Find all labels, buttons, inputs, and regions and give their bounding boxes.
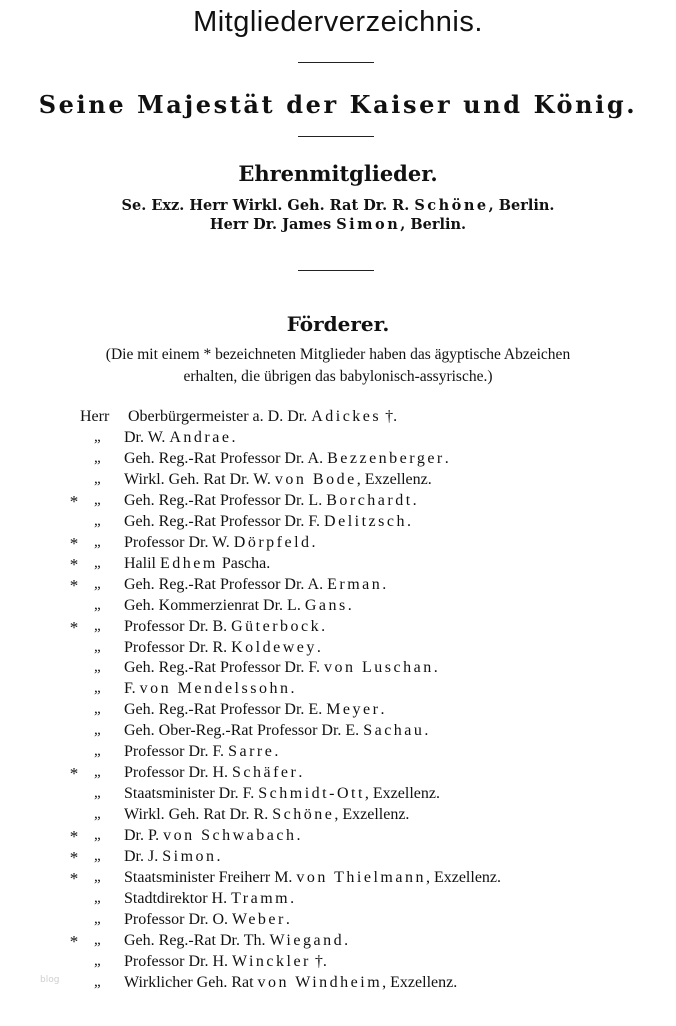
member-text <box>124 513 411 531</box>
member-suffix: . <box>406 512 411 530</box>
member-title: Professor Dr. O. <box>124 910 232 928</box>
member-name: Delitzsch <box>324 512 407 530</box>
member-suffix: , Exzellenz. <box>364 785 440 803</box>
member-name: von Mendelssohn <box>139 680 291 698</box>
ehrenmitglieder-heading: Ehrenmitglieder. <box>238 161 438 186</box>
member-title: Dr. P. <box>124 827 164 844</box>
member-text <box>124 806 409 824</box>
egyptian-badge-star: * <box>69 491 79 511</box>
member-name: Wiegand <box>269 931 345 949</box>
member-title: Geh. Reg.-Rat Dr. Th. <box>124 931 270 949</box>
member-title: Staatsminister Dr. F. <box>124 785 259 803</box>
egyptian-badge-star: * <box>69 827 79 846</box>
ditto-mark: „ <box>94 491 101 508</box>
ditto-mark: „ <box>94 680 101 697</box>
honorary-member-1-title: Se. Exz. Herr Wirkl. Geh. Rat Dr. R. <box>121 197 415 214</box>
member-name: Schmidt-Ott <box>258 785 365 803</box>
ditto-mark: „ <box>94 533 101 550</box>
foerderer-note-line-1: (Die mit einem * bezeichneten Mitglieder haben das ägyptische Abzeichen <box>105 346 571 363</box>
ditto-mark: „ <box>94 764 101 781</box>
member-text <box>124 618 325 636</box>
ditto-mark: „ <box>94 785 101 802</box>
ditto-mark: „ <box>94 659 101 676</box>
member-suffix: . <box>216 848 221 865</box>
member-text <box>124 743 278 761</box>
member-title: Wirklicher Geh. Rat <box>124 973 258 991</box>
ditto-mark: „ <box>94 868 101 885</box>
member-text <box>124 722 428 740</box>
member-suffix: †. <box>310 952 327 970</box>
member-name: Meyer <box>326 701 381 719</box>
member-text <box>124 597 352 615</box>
member-title: Geh. Ober-Reg.-Rat Professor Dr. E. <box>124 722 364 740</box>
egyptian-badge-star: * <box>69 868 79 888</box>
member-name: Sachau <box>363 722 425 740</box>
egyptian-badge-star: * <box>69 848 79 867</box>
member-suffix: , Exzellenz. <box>425 868 502 886</box>
member-name: Weber <box>232 910 286 928</box>
member-title: Geh. Kommerzienrat Dr. L. <box>124 596 305 614</box>
member-text <box>124 471 432 489</box>
ditto-mark: „ <box>94 973 101 990</box>
ditto-mark: „ <box>94 910 101 927</box>
foerderer-heading: Förderer. <box>286 312 390 336</box>
member-title: Staatsminister Freiherr M. <box>124 868 297 886</box>
ditto-mark: „ <box>94 617 101 634</box>
egyptian-badge-star: * <box>69 533 79 553</box>
member-name: von Windheim <box>257 973 383 991</box>
member-text <box>124 848 221 866</box>
member-title: Dr. J. <box>124 848 163 865</box>
member-text <box>124 827 300 845</box>
member-suffix: , Exzellenz. <box>356 470 432 488</box>
divider-2 <box>298 136 374 137</box>
member-text <box>124 953 327 971</box>
member-text <box>124 911 290 929</box>
ditto-mark: „ <box>94 470 101 487</box>
member-suffix: . <box>424 722 429 740</box>
member-title: Geh. Reg.-Rat Professor Dr. A. <box>124 575 328 593</box>
member-suffix: . <box>344 931 349 949</box>
member-title: Geh. Reg.-Rat Professor Dr. L. <box>124 491 327 509</box>
egyptian-badge-star: * <box>69 575 79 595</box>
member-text <box>124 639 321 657</box>
member-text <box>124 492 417 510</box>
member-text <box>124 555 270 573</box>
member-name: Dörpfeld <box>233 533 312 551</box>
member-suffix: †. <box>381 408 398 425</box>
member-suffix: . <box>444 449 449 467</box>
member-suffix: . <box>296 827 301 844</box>
honorary-member-2-title: Herr Dr. James <box>209 216 337 233</box>
honorary-member-1 <box>0 197 676 214</box>
member-suffix: . <box>298 764 303 782</box>
member-text <box>124 701 384 719</box>
member-suffix: . <box>274 743 279 761</box>
member-suffix: . <box>412 491 417 509</box>
ditto-mark: „ <box>94 701 101 718</box>
member-suffix: . <box>290 889 295 907</box>
member-name: Gans <box>304 596 348 614</box>
egyptian-badge-star: * <box>69 617 79 637</box>
member-suffix: . <box>347 596 352 614</box>
member-suffix: , Exzellenz. <box>382 973 458 991</box>
member-title: Professor Dr. B. <box>124 617 232 635</box>
member-name: Andrae <box>169 428 232 446</box>
member-name: von Luschan <box>324 659 434 677</box>
member-text <box>124 429 235 447</box>
member-title: F. <box>124 680 140 698</box>
member-name: Bezzenberger <box>327 449 445 467</box>
member-title: Halil <box>124 554 160 572</box>
member-title: Wirkl. Geh. Rat Dr. W. <box>124 470 275 488</box>
member-name: Koldewey <box>231 638 317 656</box>
member-text <box>124 974 457 992</box>
watermark: blog <box>40 975 60 985</box>
divider-3 <box>298 270 374 271</box>
member-name: Sarre <box>228 743 275 761</box>
member-title: Professor Dr. H. <box>124 764 232 782</box>
ditto-mark: „ <box>94 449 101 466</box>
ditto-mark: „ <box>94 889 101 906</box>
member-title: Professor Dr. F. <box>124 743 229 761</box>
member-text <box>124 576 386 594</box>
member-title: Oberbürgermeister a. D. Dr. <box>128 408 312 425</box>
member-name: von Schwabach <box>163 827 297 844</box>
member-text <box>124 869 501 887</box>
honorary-member-2-place: , Berlin. <box>400 216 467 233</box>
member-name: Schäfer <box>232 764 299 782</box>
member-title: Professor Dr. W. <box>124 533 234 551</box>
member-text <box>124 450 449 468</box>
ditto-mark: „ <box>94 575 101 592</box>
kaiser-line: Seine Majestät der Kaiser und König. <box>38 90 638 119</box>
member-name: Edhem <box>160 554 218 572</box>
member-text <box>124 932 348 950</box>
member-name: Erman <box>327 575 383 593</box>
ditto-mark: „ <box>94 554 101 571</box>
member-suffix: . <box>290 680 295 698</box>
member-name: von Thielmann <box>296 868 426 886</box>
member-title: Professor Dr. H. <box>124 952 232 970</box>
member-title: Stadtdirektor H. <box>124 889 232 907</box>
member-suffix: Pascha. <box>217 554 271 572</box>
ditto-mark: „ <box>94 512 101 529</box>
page-title: Mitgliederverzeichnis. <box>193 6 483 38</box>
member-text <box>124 890 294 908</box>
member-title: Geh. Reg.-Rat Professor Dr. F. <box>124 659 325 677</box>
member-text <box>124 785 440 803</box>
ditto-mark: „ <box>94 722 101 739</box>
member-suffix: . <box>382 575 387 593</box>
member-title: Geh. Reg.-Rat Professor Dr. E. <box>124 701 327 719</box>
member-name: Adickes <box>311 408 382 425</box>
member-name: Simon <box>162 848 217 865</box>
member-text <box>124 659 438 677</box>
honorary-member-2 <box>0 216 676 233</box>
egyptian-badge-star: * <box>69 554 79 574</box>
member-text <box>124 764 302 782</box>
member-title: Geh. Reg.-Rat Professor Dr. F. <box>124 512 325 530</box>
member-name: Tramm <box>231 889 291 907</box>
member-text <box>124 534 316 552</box>
member-suffix: . <box>285 910 290 928</box>
honorary-member-1-name: Schöne <box>414 197 489 214</box>
ditto-mark: „ <box>94 848 101 864</box>
member-suffix: . <box>321 617 326 635</box>
member-name: Schöne <box>272 806 335 823</box>
member-title: Professor Dr. R. <box>124 638 232 656</box>
member-name: Winckler <box>232 952 311 970</box>
ditto-mark: „ <box>94 827 101 843</box>
member-suffix: . <box>380 701 385 719</box>
member-suffix: , Exzellenz. <box>334 806 410 823</box>
member-suffix: . <box>231 428 236 446</box>
member-suffix: . <box>433 659 438 677</box>
egyptian-badge-star: * <box>69 931 79 951</box>
ditto-mark: „ <box>94 428 101 445</box>
member-suffix: . <box>316 638 321 656</box>
ditto-mark: „ <box>94 806 101 822</box>
ditto-mark: „ <box>94 931 101 948</box>
member-text <box>124 680 294 698</box>
egyptian-badge-star: * <box>69 764 79 784</box>
ditto-mark: „ <box>94 638 101 655</box>
ditto-mark: „ <box>94 952 101 969</box>
member-title: Wirkl. Geh. Rat Dr. R. <box>124 806 273 823</box>
member-name: Güterbock <box>231 617 322 635</box>
member-title: Dr. W. <box>124 428 170 446</box>
ditto-mark: „ <box>94 743 101 760</box>
member-name: von Bode <box>274 470 357 488</box>
member-suffix: . <box>311 533 316 551</box>
member-text <box>128 408 397 426</box>
ditto-mark: „ <box>94 596 101 613</box>
divider-1 <box>298 62 374 63</box>
honorary-member-2-name: Simon <box>336 216 401 233</box>
honorary-member-1-place: , Berlin. <box>488 197 555 214</box>
member-prefix: Herr <box>80 408 110 425</box>
foerderer-note-line-2: erhalten, die übrigen das babylonisch-assyrische.) <box>183 368 493 385</box>
member-name: Borchardt <box>326 491 413 509</box>
member-title: Geh. Reg.-Rat Professor Dr. A. <box>124 449 328 467</box>
